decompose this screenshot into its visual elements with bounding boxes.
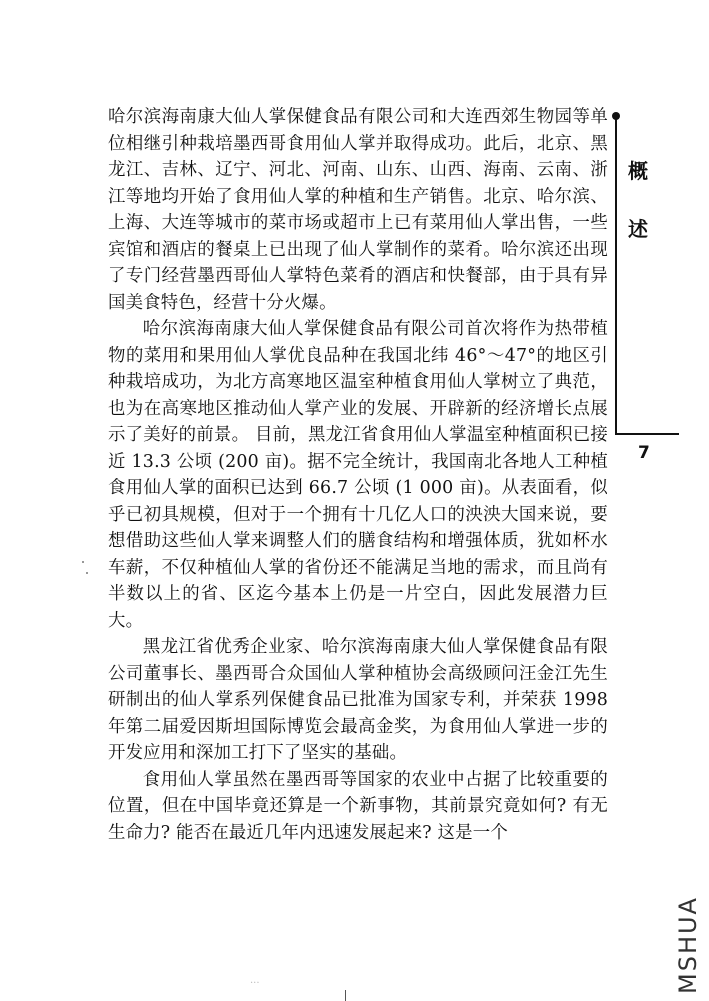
body-text bbox=[108, 104, 608, 846]
scan-speck bbox=[86, 572, 88, 574]
scan-speck bbox=[82, 561, 84, 563]
margin-horizontal-rule bbox=[615, 433, 679, 435]
page-number: 7 bbox=[638, 443, 650, 463]
paragraph-1: 哈尔滨海南康大仙人掌保健食品有限公司和大连西郊生物园等单位相继引种栽培墨西哥食用仙人掌并取得成功。此后，北京、黑龙江、吉林、辽宁、河北、河南、山东、山西、海南、云南、浙江等地均开始了食用仙人掌的种植和生产销售。北京、哈尔滨、上海、大连等城市的菜市场或超市上已有菜用仙人掌出售，一些宾馆和酒店的餐桌上已出现了仙人掌制作的菜肴。哈尔滨还出现了专门经营墨西哥仙人掌特色菜肴的酒店和快餐部，由于具有异国美食特色，经营十分火爆。 bbox=[108, 107, 608, 313]
watermark bbox=[668, 890, 708, 1000]
chapter-title bbox=[626, 142, 650, 258]
watermark-text: MSHUA bbox=[674, 896, 703, 994]
chapter-title-char-2: 述 bbox=[628, 217, 648, 241]
chapter-title-char-1: 概 bbox=[628, 159, 648, 183]
paragraph-2: 哈尔滨海南康大仙人掌保健食品有限公司首次将作为热带植物的菜用和果用仙人掌优良品种在我国北纬 46°～47°的地区引种栽培成功，为北方高寒地区温室种植食用仙人掌树立了典范，也为在高寒地区推动仙人掌产业的发展、开辟新的经济增长点展示了美好的前景。 目前，黑龙江省食用仙人掌温室种植面积已接近 13.3 公顷 (200 亩)。据不完全统计，我国南北各地人工种植食用仙人掌的面积已达到 66.7 公顷 (1 000 亩)。从表面看，似乎已初具规模，但对于一个拥有十几亿人口的泱泱大国来说，要想借助这些仙人掌来调整人们的膳食结构和增强体质，犹如杯水车薪，不仅种植仙人掌的省份还不能满足当地的需求，而且尚有半数以上的省、区迄今基本上仍是一片空白，因此发展潜力巨大。 bbox=[108, 319, 608, 631]
bleed-through-text: ... bbox=[250, 975, 260, 986]
paragraph-3: 黑龙江省优秀企业家、哈尔滨海南康大仙人掌保健食品有限公司董事长、墨西哥合众国仙人掌种植协会高级顾问汪金江先生研制出的仙人掌系列保健食品已批准为国家专利，并荣获 1998 年第二届爱因斯坦国际博览会最高金奖，为食用仙人掌进一步的开发应用和深加工打下了坚实的基础。 bbox=[108, 637, 608, 763]
margin-vertical-rule bbox=[615, 116, 617, 434]
paragraph-4: 食用仙人掌虽然在墨西哥等国家的农业中占据了比较重要的位置，但在中国毕竟还算是一个新事物，其前景究竟如何? 有无生命力? 能否在最近几年内迅速发展起来? 这是一个 bbox=[108, 769, 608, 843]
bottom-tick-mark bbox=[345, 990, 346, 1001]
